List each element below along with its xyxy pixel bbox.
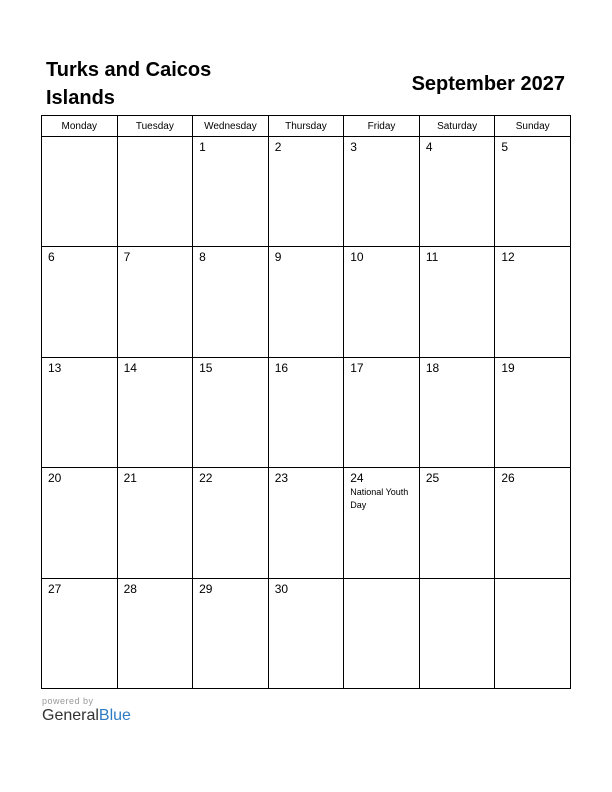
day-cell — [42, 137, 118, 247]
day-number: 17 — [350, 360, 364, 375]
day-cell — [268, 247, 344, 357]
weekday-header-row — [42, 116, 571, 137]
weekday-friday: Friday — [344, 116, 420, 137]
day-number: 21 — [123, 471, 137, 486]
day-cell — [268, 137, 344, 247]
day-cell — [344, 468, 420, 578]
day-cell — [42, 357, 118, 467]
day-number: 7 — [123, 250, 131, 265]
generalblue-logo — [42, 707, 131, 725]
day-cell — [193, 137, 269, 247]
week-row — [42, 137, 571, 247]
day-cell — [117, 247, 193, 357]
day-cell — [495, 137, 571, 247]
weekday-sunday: Sunday — [495, 116, 571, 137]
day-number: 27 — [48, 581, 62, 596]
day-number: 1 — [199, 140, 206, 154]
day-number: 13 — [48, 360, 62, 375]
day-number: 19 — [501, 360, 515, 375]
day-number: 12 — [501, 250, 515, 265]
day-cell — [419, 247, 495, 357]
day-number: 29 — [199, 581, 213, 596]
powered-by-text: powered by — [42, 696, 94, 706]
day-cell — [42, 468, 118, 578]
weekday-tuesday: Tuesday — [117, 116, 193, 137]
day-cell — [344, 578, 420, 688]
day-number: 4 — [425, 140, 433, 154]
brand-general-text: General — [42, 707, 99, 724]
day-cell — [42, 247, 118, 357]
day-cell — [495, 468, 571, 578]
day-cell — [344, 247, 420, 357]
week-row — [42, 468, 571, 578]
day-number: 28 — [123, 581, 137, 596]
day-number: 11 — [425, 250, 439, 265]
day-cell — [193, 357, 269, 467]
day-number: 30 — [274, 581, 289, 596]
holiday-event: National Youth Day — [350, 487, 409, 511]
day-cell — [419, 468, 495, 578]
day-cell — [268, 468, 344, 578]
day-cell — [495, 357, 571, 467]
weekday-thursday: Thursday — [268, 116, 344, 137]
day-cell — [193, 247, 269, 357]
day-cell — [495, 578, 571, 688]
day-cell — [268, 357, 344, 467]
day-number: 16 — [274, 360, 289, 375]
day-cell — [117, 357, 193, 467]
day-cell — [495, 247, 571, 357]
day-number: 3 — [350, 140, 357, 154]
day-number: 24 — [350, 471, 364, 486]
footer — [42, 696, 131, 725]
day-cell — [344, 137, 420, 247]
day-number: 14 — [123, 360, 137, 375]
weekday-monday: Monday — [42, 116, 118, 137]
day-number: 25 — [425, 471, 440, 486]
day-number: 26 — [501, 471, 515, 486]
day-cell — [117, 468, 193, 578]
day-cell — [117, 137, 193, 247]
day-cell — [117, 578, 193, 688]
day-cell — [193, 468, 269, 578]
week-row — [42, 357, 571, 467]
day-number: 10 — [350, 250, 364, 265]
day-number: 23 — [274, 471, 289, 486]
month-title: September 2027 — [411, 73, 565, 95]
weekday-wednesday: Wednesday — [193, 116, 269, 137]
day-number: 18 — [425, 360, 440, 375]
day-cell — [268, 578, 344, 688]
day-number: 5 — [501, 140, 509, 154]
brand-blue-text: Blue — [98, 707, 131, 724]
day-number: 8 — [199, 250, 206, 265]
day-number: 22 — [199, 471, 213, 486]
calendar-grid — [41, 115, 571, 689]
day-number: 2 — [274, 140, 282, 154]
day-cell — [419, 357, 495, 467]
day-number: 6 — [48, 250, 55, 265]
weekday-saturday: Saturday — [419, 116, 495, 137]
day-cell — [344, 357, 420, 467]
day-number: 15 — [199, 360, 213, 375]
week-row — [42, 578, 571, 688]
day-cell — [419, 137, 495, 247]
day-number: 20 — [48, 471, 62, 486]
day-number: 9 — [274, 250, 282, 265]
day-cell — [193, 578, 269, 688]
country-title: Turks and Caicos Islands — [46, 59, 212, 109]
day-cell — [42, 578, 118, 688]
day-cell — [419, 578, 495, 688]
week-row — [42, 247, 571, 357]
